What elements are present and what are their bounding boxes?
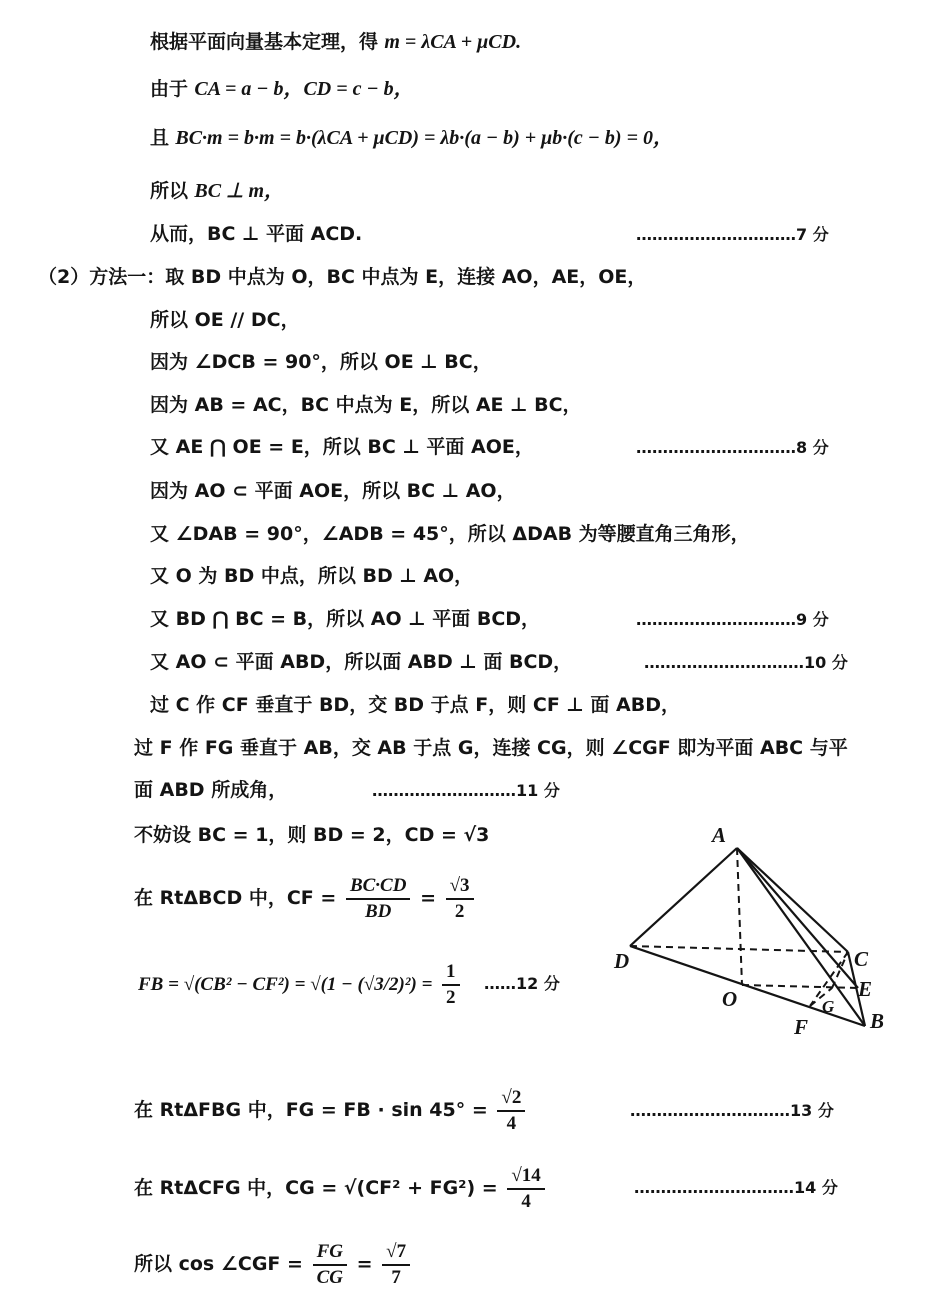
line-9: 因为 AB = AC，BC 中点为 E，所以 AE ⊥ BC，	[150, 394, 582, 416]
score-9: …………………………9 分	[636, 610, 829, 629]
line-19: 不妨设 BC = 1，则 BD = 2，CD = √3	[134, 824, 490, 846]
segment-AE	[737, 848, 858, 988]
label-O: O	[722, 987, 738, 1011]
label-G: G	[822, 997, 835, 1016]
segment-CG-hidden	[832, 952, 848, 988]
edge-AD	[630, 848, 737, 946]
numerator: √14	[507, 1164, 544, 1190]
text-segment: 在 RtΔFBG 中，FG = FB · sin 45° =	[134, 1099, 488, 1121]
denominator: CG	[316, 1266, 343, 1288]
line-10: 又 AE ⋂ OE = E，所以 BC ⊥ 平面 AOE，	[150, 436, 534, 458]
fraction	[446, 874, 474, 924]
text-segment: 在 RtΔBCD 中，CF =	[134, 887, 337, 909]
numerator: 1	[442, 960, 460, 986]
denominator: BD	[364, 900, 392, 922]
line-1	[150, 26, 521, 57]
line-16: 过 C 作 CF 垂直于 BD，交 BD 于点 F，则 CF ⊥ 面 ABD，	[150, 694, 680, 716]
line-13: 又 O 为 BD 中点，所以 BD ⊥ AO，	[150, 565, 474, 587]
line-5: 从而，BC ⊥ 平面 ACD.	[150, 223, 363, 245]
label-A: A	[712, 823, 727, 847]
edge-AB	[737, 848, 865, 1026]
text-segment: 所以 cos ∠CGF =	[134, 1253, 303, 1275]
math-segment: FB = √(CB² − CF²) = √(1 − (√3/2)²) =	[138, 974, 433, 995]
denominator: 4	[521, 1190, 531, 1212]
math-segment: BC ⊥ m，	[194, 180, 285, 202]
tetrahedron-diagram	[600, 820, 900, 1050]
line-4	[150, 175, 284, 206]
score-12: ……12 分	[484, 974, 560, 993]
edge-AC	[737, 848, 848, 952]
line-21	[138, 956, 463, 1013]
numerator: √7	[382, 1240, 410, 1266]
line-11: 因为 AO ⊂ 平面 AOE，所以 BC ⊥ AO，	[150, 480, 516, 502]
denominator: 4	[506, 1112, 517, 1134]
segment-OE-hidden	[742, 985, 858, 988]
numerator: √2	[497, 1086, 525, 1112]
fraction	[313, 1240, 347, 1290]
score-10: …………………………10 分	[644, 653, 848, 672]
math-segment: BC·m = b·m = b·(λCA + μCD) = λb·(a − b) + μb·(c − b) = 0，	[175, 127, 673, 149]
text-segment: 且	[150, 127, 170, 149]
label-C: C	[854, 947, 869, 971]
fraction	[507, 1164, 544, 1214]
score-11: ………………………11 分	[372, 781, 560, 800]
equals: =	[356, 1253, 373, 1275]
math-segment: CA = a − b，CD = c − b，	[194, 78, 414, 100]
line-22	[134, 1082, 528, 1138]
line-23	[134, 1160, 548, 1216]
numerator: FG	[313, 1240, 347, 1266]
denominator: 7	[391, 1266, 401, 1288]
denominator: 2	[446, 986, 456, 1008]
score-13: …………………………13 分	[630, 1101, 834, 1120]
line-2	[150, 73, 414, 104]
text-segment: 由于	[150, 78, 189, 100]
line-20	[134, 870, 477, 926]
edge-DC-hidden	[630, 946, 848, 952]
line-14: 又 BD ⋂ BC = B，所以 AO ⊥ 平面 BCD，	[150, 608, 541, 630]
text-segment: 根据平面向量基本定理，得	[150, 31, 379, 53]
line-3	[150, 122, 673, 153]
equals: =	[420, 887, 436, 909]
fraction	[382, 1240, 410, 1290]
label-D: D	[614, 949, 630, 973]
math-segment: m = λCA + μCD.	[384, 31, 522, 53]
line-7: 所以 OE // DC，	[150, 309, 300, 331]
line-24	[134, 1236, 413, 1292]
segment-AO-hidden	[737, 848, 742, 985]
label-F: F	[794, 1015, 809, 1039]
score-8: …………………………8 分	[636, 438, 829, 457]
score-14: …………………………14 分	[634, 1178, 838, 1197]
denominator: 2	[454, 900, 465, 922]
line-17: 过 F 作 FG 垂直于 AB，交 AB 于点 G，连接 CG，则 ∠CGF 即为平面 ABC 与平	[134, 737, 848, 759]
text-segment: 所以	[150, 180, 189, 202]
score-7: …………………………7 分	[636, 225, 829, 244]
line-8: 因为 ∠DCB = 90°，所以 OE ⊥ BC，	[150, 351, 492, 373]
line-6: （2）方法一：取 BD 中点为 O，BC 中点为 E，连接 AO，AE，OE，	[38, 266, 647, 288]
label-B: B	[870, 1009, 885, 1033]
label-E: E	[858, 977, 873, 1001]
text-segment: 在 RtΔCFG 中，CG = √(CF² + FG²) =	[134, 1177, 498, 1199]
numerator: √3	[446, 874, 474, 900]
fraction	[497, 1086, 525, 1136]
line-15: 又 AO ⊂ 平面 ABD，所以面 ABD ⊥ 面 BCD，	[150, 651, 573, 673]
line-18: 面 ABD 所成角，	[134, 779, 288, 801]
line-12: 又 ∠DAB = 90°，∠ADB = 45°，所以 ΔDAB 为等腰直角三角形，	[150, 523, 750, 545]
fraction	[442, 960, 460, 1010]
fraction	[346, 874, 411, 924]
numerator: BC·CD	[346, 874, 411, 900]
